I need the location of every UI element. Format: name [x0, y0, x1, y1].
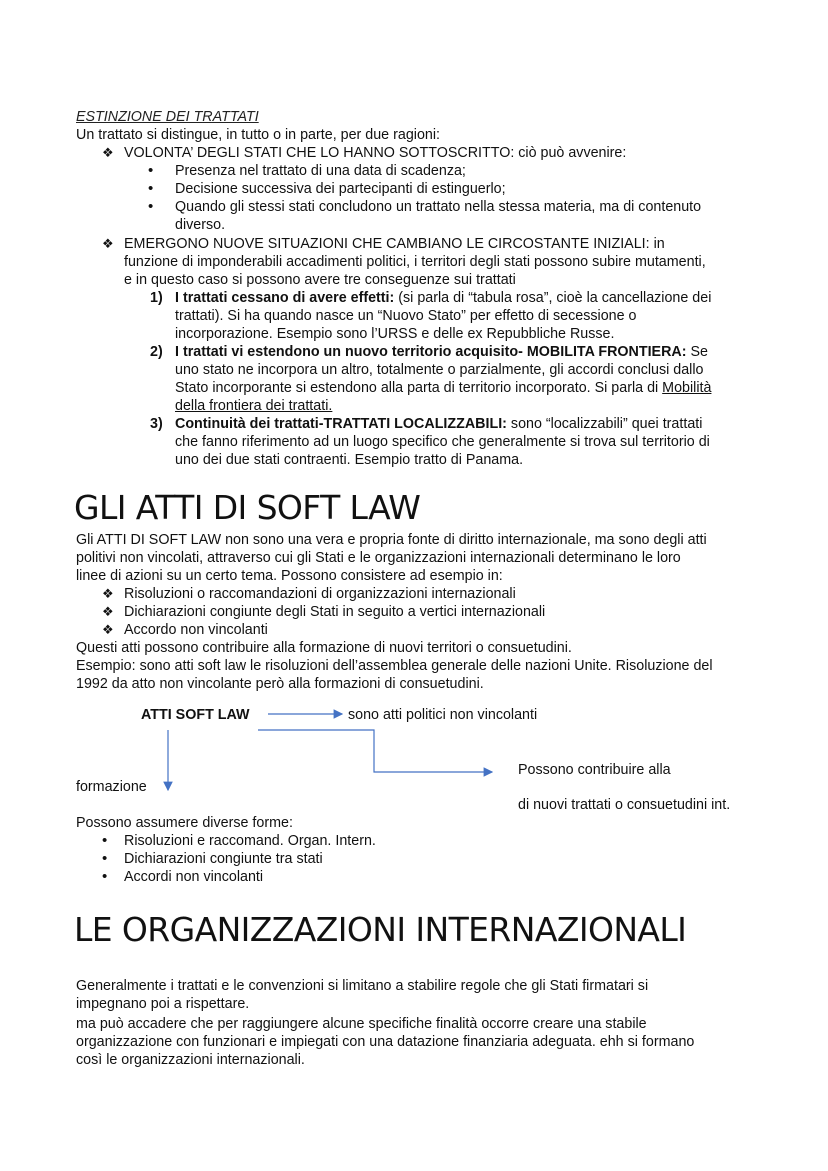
heading-organizzazioni: LE ORGANIZZAZIONI INTERNAZIONALI [74, 910, 687, 949]
soft-law-para: linee di azioni su un certo tema. Possono consistere ad esempio in: [76, 568, 503, 584]
bullet-emergono: EMERGONO NUOVE SITUAZIONI CHE CAMBIANO LE CIRCOSTANTE INIZIALI: in [124, 236, 665, 252]
bullet-dot-icon: • [148, 198, 154, 215]
bullet-dot-icon: • [148, 162, 154, 179]
diagram-formazione: formazione [76, 779, 147, 795]
soft-law-para: politivi non vincolati, attraverso cui gli Stati e le organizzazioni internazionali determinano le loro [76, 550, 681, 566]
org-para: così le organizzazioni internazionali. [76, 1052, 305, 1068]
item-number: 1) [150, 290, 163, 306]
item-bold-lead: I trattati vi estendono un nuovo territorio acquisito- MOBILITA FRONTIERA: [175, 344, 687, 360]
bullet-dot-icon: • [102, 868, 108, 885]
section-title-estinzione: ESTINZIONE DEI TRATTATI [76, 109, 259, 125]
diagram-contribuire: Possono contribuire alla [518, 762, 671, 778]
diamond-bullet-icon: ❖ [102, 586, 114, 601]
soft-law-after: 1992 da atto non vincolante però alla formazioni di consuetudini. [76, 676, 484, 692]
item-bold-lead: I trattati cessano di avere effetti: [175, 290, 395, 306]
item-line: uno stato ne incorpora un altro, totalmente o parzialmente, gli accordi conclusi dallo [175, 362, 704, 378]
org-para: organizzazione con funzionari e impiegati con una datazione finanziaria adeguata. ehh si formano [76, 1034, 695, 1050]
soft-law-para: Gli ATTI DI SOFT LAW non sono una vera e propria fonte di diritto internazionale, ma sono degli atti [76, 532, 707, 548]
bullet-dot-icon: • [148, 180, 154, 197]
item-number: 3) [150, 416, 163, 432]
diamond-bullet-icon: ❖ [102, 622, 114, 637]
diagram-root-label: ATTI SOFT LAW [141, 707, 250, 723]
soft-law-after: Esempio: sono atti soft law le risoluzioni dell’assemblea generale delle nazioni Unite. Risoluzione del [76, 658, 713, 674]
soft-law-after: Questi atti possono contribuire alla formazione di nuovi territori o consuetudini. [76, 640, 572, 656]
item-bold-lead: Continuità dei trattati-TRATTATI LOCALIZZABILI: [175, 416, 507, 432]
diagram-trattati: di nuovi trattati o consuetudini int. [518, 797, 731, 813]
bullet-dot-icon: • [102, 832, 108, 849]
item-number: 2) [150, 344, 163, 360]
forms-intro: Possono assumere diverse forme: [76, 815, 293, 831]
item-line-text: Stato incorporante si estendono alla parta di territorio incorporato. Si parla di [175, 380, 663, 396]
diamond-bullet-icon: ❖ [102, 604, 114, 619]
arrow-to-contribuire [258, 730, 492, 772]
heading-soft-law: GLI ATTI DI SOFT LAW [74, 488, 421, 527]
item-line: trattati). Si ha quando nasce un “Nuovo Stato” per effetto di secessione o [175, 308, 637, 324]
sub-bullet: Quando gli stessi stati concludono un trattato nella stessa materia, ma di contenuto [175, 199, 702, 215]
forms-item: Accordi non vincolanti [124, 869, 264, 885]
org-para: impegnano poi a rispettare. [76, 996, 250, 1012]
underlined-term: Mobilità [662, 380, 712, 396]
diamond-bullet-icon: ❖ [102, 145, 114, 160]
item-line: incorporazione. Esempio sono l’URSS e delle ex Repubbliche Russe. [175, 326, 615, 342]
item-rest: Se [686, 344, 708, 360]
bullet-volonta: VOLONTA’ DEGLI STATI CHE LO HANNO SOTTOSCRITTO: ciò può avvenire: [124, 145, 627, 161]
sub-bullet: Presenza nel trattato di una data di scadenza; [175, 163, 466, 179]
forms-item: Dichiarazioni congiunte tra stati [124, 851, 323, 867]
underlined-term: della frontiera dei trattati. [175, 398, 333, 414]
soft-law-bullet: Accordo non vincolanti [124, 622, 268, 638]
sub-bullet-continuation: diverso. [175, 217, 226, 233]
sub-bullet: Decisione successiva dei partecipanti di estinguerlo; [175, 181, 506, 197]
org-para: ma può accadere che per raggiungere alcune specifiche finalità occorre creare una stabile [76, 1016, 647, 1032]
diamond-bullet-icon: ❖ [102, 236, 114, 251]
bullet-emergono-line: e in questo caso si possono avere tre conseguenze sui trattati [124, 272, 516, 288]
soft-law-bullet: Risoluzioni o raccomandazioni di organizzazioni internazionali [124, 586, 516, 602]
bullet-emergono-line: funzione di imponderabili accadimenti politici, i territori degli stati possono subire mutamenti, [124, 254, 706, 270]
forms-item: Risoluzioni e raccomand. Organ. Intern. [124, 833, 376, 849]
org-para: Generalmente i trattati e le convenzioni si limitano a stabilire regole che gli Stati firmatari si [76, 978, 649, 994]
soft-law-bullet: Dichiarazioni congiunte degli Stati in seguito a vertici internazionali [124, 604, 546, 620]
item-line: che fanno riferimento ad un luogo specifico che generalmente si trova sul territorio di [175, 434, 710, 450]
intro-line: Un trattato si distingue, in tutto o in parte, per due ragioni: [76, 127, 440, 143]
item-rest: sono “localizzabili” quei trattati [506, 416, 703, 432]
item-rest: (si parla di “tabula rosa”, cioè la cancellazione dei [394, 290, 712, 306]
bullet-dot-icon: • [102, 850, 108, 867]
diagram-definition: sono atti politici non vincolanti [348, 707, 538, 723]
item-line: uno dei due stati contraenti. Esempio tratto di Panama. [175, 452, 524, 468]
